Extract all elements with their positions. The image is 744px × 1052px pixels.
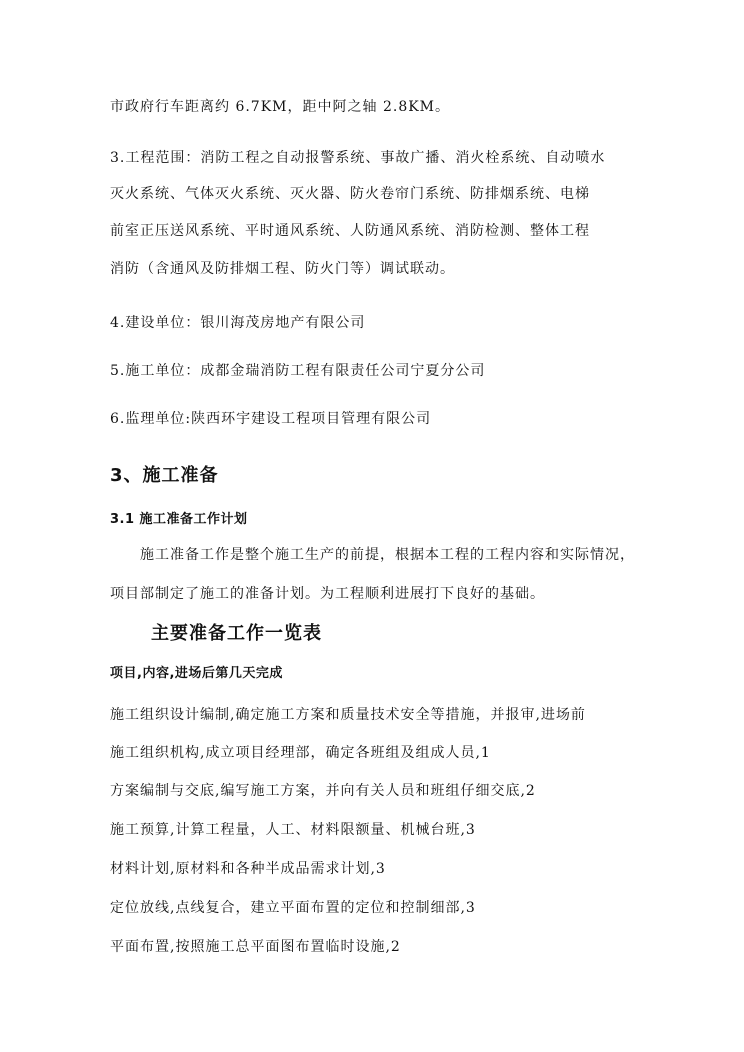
text-line-scope-3: 前室正压送风系统、平时通风系统、人防通风系统、消防检测、整体工程	[110, 223, 590, 239]
table-row: 施工预算,计算工程量，人工、材料限额量、机械台班,3	[110, 822, 476, 838]
text-line-contractor: 5.施工单位：成都金瑞消防工程有限责任公司宁夏分公司	[110, 363, 486, 379]
text-line-owner: 4.建设单位：银川海茂房地产有限公司	[110, 315, 366, 331]
table-row: 施工组织机构,成立项目经理部，确定各班组及组成人员,1	[110, 745, 491, 761]
text-line-scope-1: 3.工程范围：消防工程之自动报警系统、事故广播、消火栓系统、自动喷水	[110, 150, 606, 166]
text-line-distance: 市政府行车距离约 6.7KM，距中阿之轴 2.8KM。	[110, 99, 451, 115]
table-row: 方案编制与交底,编写施工方案，并向有关人员和班组仔细交底,2	[110, 783, 536, 799]
text-line-scope-4: 消防（含通风及防排烟工程、防火门等）调试联动。	[110, 261, 455, 277]
paragraph-line-2: 项目部制定了施工的准备计划。为工程顺利进展打下良好的基础。	[110, 586, 545, 602]
table-title: 主要准备工作一览表	[151, 623, 322, 644]
table-row: 定位放线,点线复合，建立平面布置的定位和控制细部,3	[110, 900, 476, 916]
text-line-supervisor: 6.监理单位:陕西环宇建设工程项目管理有限公司	[110, 411, 432, 427]
table-row: 材料计划,原材料和各种半成品需求计划,3	[110, 861, 386, 877]
subsection-heading: 3.1 施工准备工作计划	[110, 512, 248, 527]
table-header: 项目,内容,进场后第几天完成	[110, 666, 283, 681]
section-heading: 3、施工准备	[110, 465, 219, 486]
text-line-scope-2: 灭火系统、气体灭火系统、灭火器、防火卷帘门系统、防排烟系统、电梯	[110, 186, 590, 202]
table-row: 施工组织设计编制,确定施工方案和质量技术安全等措施，并报审,进场前	[110, 707, 586, 723]
table-row: 平面布置,按照施工总平面图布置临时设施,2	[110, 939, 401, 955]
paragraph-line-1: 施工准备工作是整个施工生产的前提，根据本工程的工程内容和实际情况，	[140, 547, 635, 563]
